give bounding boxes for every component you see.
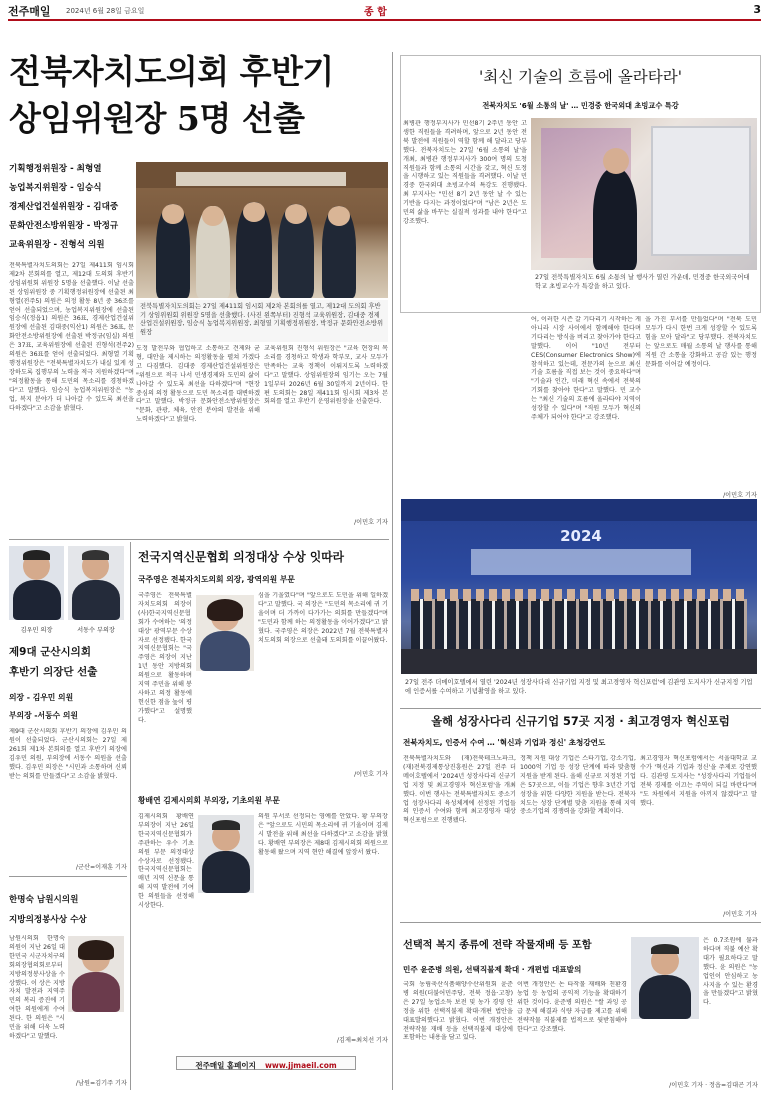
innovation-body-right: 최고경영자 혁신포럼에서는 서울대학교 교수가 '혁신과 기업과 정신'을 주제로 강연했다. 김관영 도지사는 "성장사다리 기업들이 전북 경제를 이끄는 주역이 되길 바란다"며 "도 차원에서 지원을 아끼지 않겠다"고 말했다. [640, 755, 757, 807]
kookjuyoungeun-photo [196, 595, 254, 671]
award-body2-left: 김제시의회 황배연 부의장이 지난 26일 한국지역신문협회가 주관하는 우수 기초의원 부문 의정대상 수상자로 선정됐다. 한국지역신문협회는 매년 지역 신문을 통해 지역 발전에 기여한 의원들을 선정해 시상한다. [138, 813, 194, 910]
gunsan-chair-photo [9, 546, 64, 620]
gunsan-role1: 의장 - 김우민 의원 [9, 693, 74, 702]
agri-body-right: 은 0.7조원에 불과하다며 직불 예산 확대가 필요하다고 말했다. 윤 의원은 "농업인이 안심하고 농사지을 수 있는 환경을 만들겠다"고 밝혔다. [703, 937, 758, 1007]
committee-item: 교육위원장 - 진형석 의원 [9, 240, 105, 250]
lead-body-mid1: 도정 발전부와 협업하고 소통하고 견제와 균형, 대안을 제시하는 의정활동을 펼쳐 가겠다고 다짐했다. 김대중 경제산업건설위원장은 "위원으로 적극 나서 민생경제와 도민의 삶이 나아갈 수 있도록 최선을 다하겠다"며 "현장 중심의 의정 활동으로 도민 목소리를 대변하겠다"고 말했다. 박정규 문화안전소방위원장은 "문화, 관광, 체육, 안전 분야의 발전을 위해 노력하겠다"고 밝혔다. [136, 345, 260, 424]
agri-byline: /이민호 기자 · 정읍=김대곤 기자 [669, 1082, 758, 1089]
committee-list [9, 160, 134, 255]
namwon-title1: 한명숙 남원시의원 [9, 895, 79, 905]
hwangbaeyeon-photo [198, 815, 254, 893]
award-body-right: 심을 기울였다"며 "앞으로도 도민을 위해 일하겠다"고 말했다. 국 의장은 "도민의 목소리에 귀 기울이며 더 가까이 다가가는 의회를 만들겠다"며 "도민과 함께 하는 의정활동을 이어가겠다"고 밝혔다. 국주영은 의장은 2022년 7월 전북특별자치도의회 의장으로 선출돼 도의회를 이끌어왔다. [258, 592, 388, 644]
namwon-body: 남원시의회 한명숙 의원이 지난 26일 대한민국 시군자치구의회의장협의회로부터 지방의정봉사상을 수상했다. 이 상은 지방자치 발전과 지역주민의 복리 증진에 기여한 의원에게 수여된다. 한 의원은 "시민을 위해 더욱 노력하겠다"고 말했다. [9, 935, 65, 1040]
council-chairs-photo [136, 162, 388, 298]
agri-subtitle: 민주 윤준병 의원, 선택직불제 확대 · 개편법 대표발의 [403, 965, 582, 974]
namwon-member-photo [68, 936, 124, 1012]
committee-item: 경제산업건설위원장 - 김대중 [9, 202, 119, 212]
lead-title-line2: 상임위원장 5명 선출 [9, 99, 305, 138]
section-name: 종 합 [364, 7, 387, 18]
agri-body-left: 국회 농림축산식품해양수산위원회 윤준병 의원(더불어민주당, 전북 정읍·고창)은 27일 농업소득 보전 및 농가 경영 안정을 위한 선택직불제 확대·개편 법안을 대표발의했다고 밝혔다. 이번 개정안은 전략작물 재배 등을 선택직불제 대상에 포함하는 내용을 담고 있다. [403, 981, 513, 1042]
header-rule [8, 19, 761, 21]
feature-body-right: 을 가진 부서를 만들었다"며 "전북 도민 모두가 다시 한번 크게 성장할 수 있도록 힘을 모아 달라"고 당부했다. 전북자치도는 앞으로도 매월 소통의 날 행사를 통해 직원 간 소통을 강화하고 공감 있는 행정 문화를 이어갈 예정이다. [645, 316, 757, 368]
award-body2-right: 의원 부서로 선정되는 영예를 안았다. 황 부의장은 "앞으로도 시민의 목소리에 귀 기울이며 김제시 발전을 위해 최선을 다하겠다"고 소감을 밝혔다. 황배연 부의장은 제8대 김제시의회 의원으로 활동해 왔으며 지역 현안 해결에 앞장서 왔다. [258, 813, 388, 856]
yoonjunbyeong-photo [631, 937, 699, 1019]
page-number: 3 [753, 3, 761, 16]
speaker-figure [593, 168, 637, 270]
gunsan-chair-name: 김우민 의장 [20, 627, 53, 634]
award-subtitle: 국주영은 전북자치도의회 의장, 광역의원 부문 [138, 575, 295, 584]
homepage-label: 전주매일 홈페이지 [195, 1061, 256, 1070]
namwon-title2: 지방의정봉사상 수상 [9, 915, 87, 925]
award-body-left: 국주영은 전북특별자치도의회 의장이 (사)한국지역신문협회가 수여하는 '의정대상' 광역부문 수상자로 선정됐다. 한국지역신문협회는 "국주영은 의장이 지난 1년 동안 지방의회 의원으로 활동하며 지역 주민을 위해 봉사하고 의정 활동에 헌신한 점을 높이 평가했다"고 설명했다. [138, 592, 192, 724]
gunsan-role2: 부의장 -서동수 의원 [9, 711, 78, 720]
newspaper-logo: 전주매일 [8, 5, 51, 18]
section-divider [9, 539, 389, 540]
section-divider [9, 876, 127, 877]
committee-item: 기획행정위원장 - 최형열 [9, 164, 102, 174]
gunsan-byline: /군산=이재훈 기자 [75, 864, 127, 871]
innovation-body-mid: 정책 지원 대상 기업은 스타기업, 강소기업, 1000억 기업 등 성장 단계에 따라 맞춤형 지원을 받게 된다. 올해 신규로 지정된 기업은 57곳으로, 이들 기업은 향후 3년간 기업 성장을 위한 다양한 지원을 받는다. 전북자치도는 성장 단계별 맞춤 지원을 통해 지역 중소기업의 경쟁력을 강화할 계획이다. [520, 755, 636, 816]
lead-byline: /이민호 기자 [354, 519, 388, 526]
committee-item: 농업복지위원장 - 임승식 [9, 183, 102, 193]
lead-body-left: 전북특별자치도의회는 27일 제411회 임시회 제2차 본회의를 열고, 제12대 도의회 후반기 상임위원회 위원장 5명을 선출했다. 이날 선출된 상임위원장 중 기획행정위원장에 선출된 최형열(전주5) 의원은 의정 활동 8년 중 36조를 얻어 선출되었으며, 농업복지위원장에 선출된 임승식(정읍1) 의원은 36표, 경제산업건설위원장에 선출된 김대중(익산1) 의원은 36표, 문화안전소방위원장에 선출된 박정규(임실) 의원은 37표, 교육위원장에 선출된 진형석(전주2) 의원은 36표를 얻어 선출되었다. 최형열 기획행정위원장은 "전북특별자치도가 내실 있게 성장하도록 집행부의 노력을 적극 지원하겠다"며 "의정활동을 통해 도민의 목소리를 경청하겠다"고 말했다. 임승식 농업복지위원장은 "농업, 복지 분야가 더 나아갈 수 있도록 최선을 다하겠다"고 소감을 밝혔다. [9, 262, 134, 412]
feature-body-left: 최병관 행정부지사가 민선8기 2주년 동안 고생한 직원들을 격려하며, 앞으로 2년 동안 전북 발전에 직원들이 역할 함께 해 달라고 당부했다. 전북자치도는 27일 '6월 소통의 날'을 개최, 최병관 행정부지사가 300여 명의 도청 직원들과 함께 소통의 시간을 갖고, 혁신 도정을 시행하고 있는 직원들을 격려했다. 이날 민경중 한국외대 초빙교수의 특강도 진행됐다. 최 부지사는 "민선 8기 2년 동안 날 수 있는 기반을 다지는 과정이었다"며 "남은 2년은 도민의 삶을 바꾸는 실질적 성과를 내야 한다"고 강조했다. [403, 120, 527, 225]
section-divider [400, 922, 761, 923]
gunsan-body: 제9대 군산시의회 후반기 의장에 김우민 의원이 선출되었다. 군산시의회는 27일 제261회 제1차 본회의를 열고 후반기 의장에 김우민 의원, 부의장에 서동수 의원을 선출했다. 김우민 의장은 "시민과 소통하며 신뢰받는 의회를 만들겠다"고 소감을 밝혔다. [9, 728, 127, 780]
feature-photo-caption: 27일 전북특별자치도 6월 소통의 날 행사가 열린 가운데, 민경중 한국외국어대학교 초빙교수가 특강을 하고 있다. [531, 271, 757, 297]
award-subtitle2: 황배연 김제시의회 부의장, 기초의원 부문 [138, 796, 280, 805]
committee-item: 문화안전소방위원장 - 박정규 [9, 221, 119, 231]
feature-subtitle: 전북자치도 '6월 소통의 날' … 민경중 한국외대 초빙교수 특강 [482, 101, 679, 110]
lead-title-line1: 전북자치도의회 후반기 [9, 52, 334, 91]
lead-body-mid2: 교육위원회 진형석 위원장은 "교육 현장의 목소리를 경청하고 학생과 학부모, 교사 모두가 만족하는 교육 정책이 이뤄지도록 노력하겠다"고 말했다. 상임위원장의 임기는 오는 7월 1일부터 2026년 6월 30일까지 2년이다. 한편 도의회는 28일 제411회 임시회 제3차 본회의를 열고 후반기 운영위원장을 선출한다. [264, 345, 388, 406]
feature-title: '최신 기술의 흐름에 올라타라' [479, 68, 682, 86]
section-divider [400, 708, 761, 709]
ceremony-photo-caption: 27일 전주 더메이호텔에서 열린 '2024년 성장사다리 신규기업 지정 및 최고경영자 혁신포럼'에 김관영 도지사가 신규지정 기업에 인증서를 수여하고 기념촬영을 하고 있다. [401, 676, 757, 704]
gunsan-title1: 제9대 군산시의회 [9, 646, 91, 658]
award-byline: /이민호 기자 [354, 771, 388, 778]
agri-title: 선택적 복지 종류에 전략 작물재배 등 포함 [403, 940, 592, 951]
issue-date: 2024년 6월 28일 금요일 [66, 7, 145, 15]
innovation-subtitle: 전북자치도, 인증서 수여 … '혁신과 기업과 정신' 초청강연도 [403, 738, 606, 747]
innovation-title: 올해 성장사다리 신규기업 57곳 지정 · 최고경영자 혁신포럼 [431, 715, 730, 728]
gunsan-title2: 후반기 의장단 선출 [9, 666, 98, 678]
agri-body-mid: 이번 개정안은 논 타작물 재배와 친환경 농업 등 농업의 공익적 기능을 확대하기 위한 것이다. 윤준병 의원은 "쌀 과잉 공급 문제 해결과 식량 자급률 제고를 위해 전략작물 직불제를 법적으로 뒷받침해야 한다"고 강조했다. [517, 981, 627, 1033]
award-byline2: /김제=최치선 기자 [336, 1037, 388, 1044]
lead-photo-caption: 전북특별자치도의회는 27일 제411회 임시회 제2차 본회의를 열고, 제12대 도의회 후반기 상임위원회 위원장 5명을 선출했다. (사진 왼쪽부터) 진형석 교육위원장, 김대중 경제산업건설위원장, 임승식 농업복지위원장, 최형열 기획행정위원장, 박정규 문화안전소방위원장 [136, 300, 388, 342]
masthead [8, 2, 763, 19]
namwon-byline: /남원=김기주 기자 [75, 1080, 127, 1087]
column-divider [130, 542, 131, 1090]
award-title: 전국지역신문협회 의정대상 수상 잇따라 [138, 550, 345, 564]
gunsan-vicechair-name: 서동수 부의장 [77, 627, 115, 634]
feature-byline: /이민호 기자 [723, 492, 757, 499]
homepage-banner[interactable] [176, 1056, 356, 1070]
gunsan-vicechair-photo [68, 546, 124, 620]
ceremony-photo: 2024 [401, 499, 757, 674]
innovation-byline: /이민호 기자 [723, 911, 757, 918]
feature-body-mid: 어, 이러한 시즌 갈 기다리기 시작하는 게 아니라 시장 사이에서 함께해야 한다며 기다리는 방식을 버리고 찾아가야 한다고 말했다. 이어 "10년 전부터 CES(Consumer Electronics Show)에 참석하고 있는데, 전문가의 눈으로 최신 기술 흐름을 직접 보는 것이 중요하다"며 "기술과 인간, 미래 혁신 속에서 전북의 기회를 찾아야 한다"고 말했다. 민 교수는 "최신 기술의 흐름에 올라타야 지역이 성장할 수 있다"며 "직원 모두가 혁신의 주체가 되어야 한다"고 강조했다. [531, 316, 641, 421]
lecture-photo [531, 118, 757, 270]
column-divider [392, 52, 393, 1090]
homepage-url[interactable]: www.jjmaeil.com [265, 1061, 337, 1070]
innovation-body-left: 전북특별자치도와 (재)전북테크노파크, (재)전북경제통상진흥원은 27일 전주 더메이호텔에서 '2024년 성장사다리 신규기업 지정 및 최고경영자 혁신포럼'을 개최했다. 이번 행사는 전북특별자치도 중소기업 성장사다리 육성체계에 선정된 기업들의 인증서 수여와 함께 최고경영자 대상 혁신포럼으로 진행됐다. [403, 755, 516, 825]
